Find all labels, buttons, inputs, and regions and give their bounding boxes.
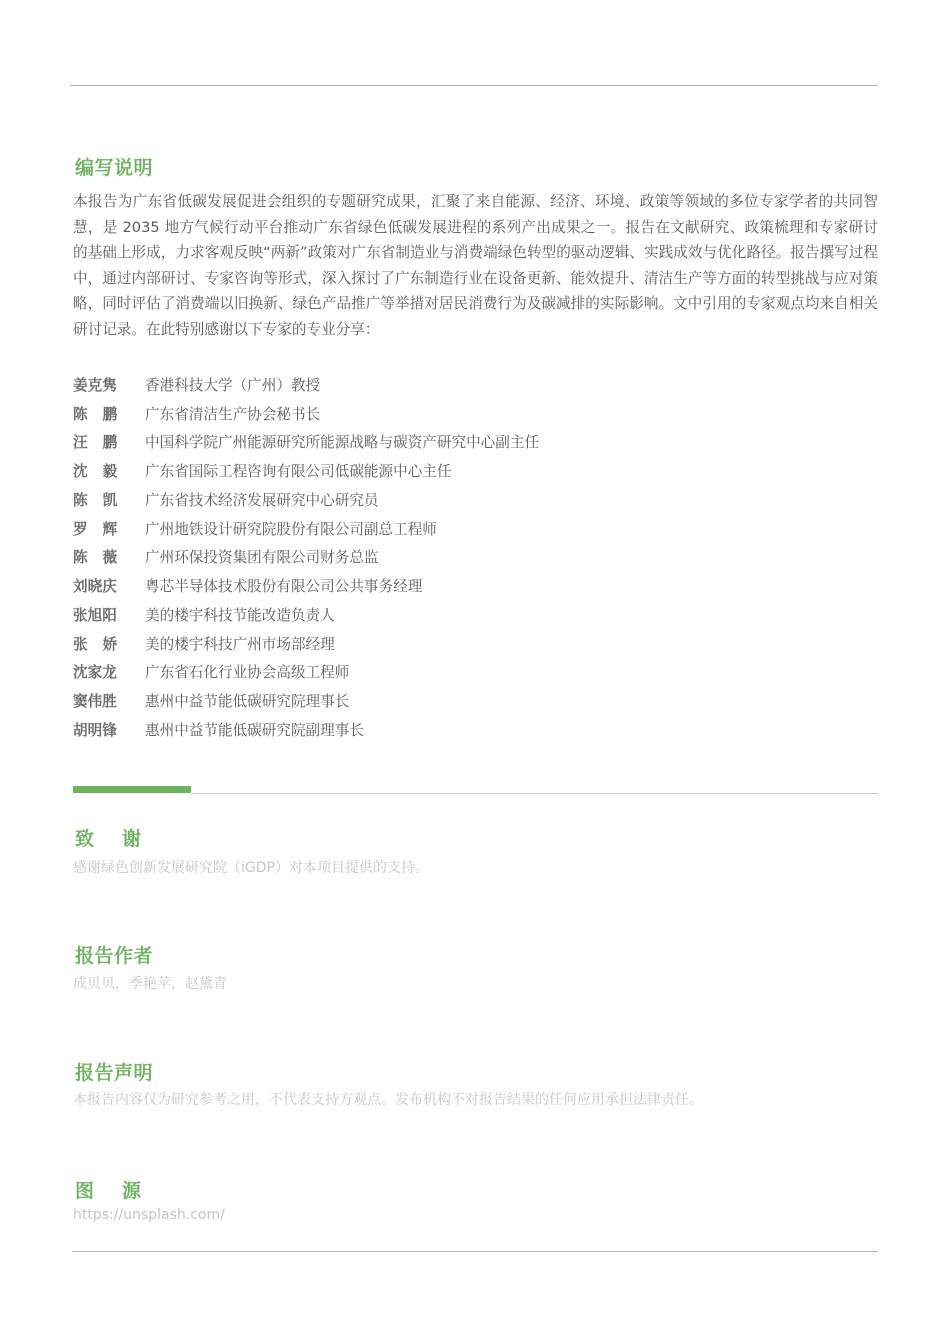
expert-row bbox=[73, 543, 878, 572]
image-source-link[interactable]: https://unsplash.com/ bbox=[73, 1207, 225, 1223]
expert-list bbox=[73, 370, 878, 744]
expert-title: 广东省技术经济发展研究中心研究员 bbox=[145, 491, 379, 509]
expert-row bbox=[73, 600, 878, 629]
expert-row bbox=[73, 428, 878, 457]
expert-title: 中国科学院广州能源研究所能源战略与碳资产研究中心副主任 bbox=[145, 434, 540, 452]
expert-title: 广东省石化行业协会高级工程师 bbox=[145, 664, 350, 682]
section-divider-line bbox=[191, 793, 878, 794]
expert-title: 惠州中益节能低碳研究院副理事长 bbox=[145, 721, 364, 739]
expert-row bbox=[73, 399, 878, 428]
expert-name: 陈薇 bbox=[73, 549, 133, 567]
expert-title: 广东省清洁生产协会秘书长 bbox=[145, 405, 321, 423]
expert-title: 粤芯半导体技术股份有限公司公共事务经理 bbox=[145, 578, 423, 596]
expert-title: 美的楼宇科技节能改造负责人 bbox=[145, 606, 335, 624]
expert-name: 张旭阳 bbox=[73, 606, 117, 624]
expert-name: 汪鹏 bbox=[73, 434, 133, 452]
expert-row bbox=[73, 658, 878, 687]
expert-name: 窦伟胜 bbox=[73, 693, 117, 711]
compilation-notes-heading: 编写说明 bbox=[75, 157, 154, 179]
expert-name: 沈毅 bbox=[73, 463, 133, 481]
expert-title: 惠州中益节能低碳研究院理事长 bbox=[145, 693, 350, 711]
expert-title: 广州环保投资集团有限公司财务总监 bbox=[145, 549, 379, 567]
disclaimer-body: 本报告内容仅为研究参考之用，不代表支持方观点。发布机构不对报告结果的任何应用承担法律责任。 bbox=[73, 1092, 703, 1108]
expert-name: 姜克隽 bbox=[73, 376, 117, 394]
compilation-notes-body: 本报告为广东省低碳发展促进会组织的专题研究成果，汇聚了来自能源、经济、环境、政策等领域的多位专家学者的共同智慧，是 2035 地方气候行动平台推动广东省绿色低碳发展进程的系列产出成果之一。报告在文献研究、政策梳理和专家研讨的基础上形成，力求客观反映“两新”政策对广东省制造业与消费端绿色转型的驱动逻辑、实践成效与优化路径。报告撰写过程中，通过内部研讨、专家咨询等形式，深入探讨了广东制造行业在设备更新、能效提升、清洁生产等方面的转型挑战与应对策略，同时评估了消费端以旧换新、绿色产品推广等举措对居民消费行为及碳减排的实际影响。文中引用的专家观点均来自相关研讨记录。在此特别感谢以下专家的专业分享： bbox=[73, 193, 878, 338]
expert-row bbox=[73, 686, 878, 715]
expert-title: 香港科技大学（广州）教授 bbox=[145, 376, 321, 394]
expert-name: 张娇 bbox=[73, 635, 133, 653]
image-source-heading: 图源 bbox=[75, 1180, 170, 1202]
expert-row bbox=[73, 370, 878, 399]
top-rule bbox=[70, 85, 878, 86]
authors-body: 成贝贝，季艳苹，赵黛青 bbox=[73, 976, 227, 992]
expert-row bbox=[73, 485, 878, 514]
expert-name: 沈家龙 bbox=[73, 664, 117, 682]
expert-title: 美的楼宇科技广州市场部经理 bbox=[145, 635, 335, 653]
expert-title: 广东省国际工程咨询有限公司低碳能源中心主任 bbox=[145, 463, 452, 481]
expert-name: 陈鹏 bbox=[73, 405, 133, 423]
expert-name: 陈凯 bbox=[73, 491, 133, 509]
expert-row bbox=[73, 456, 878, 485]
expert-name: 罗辉 bbox=[73, 520, 133, 538]
acknowledgements-heading: 致谢 bbox=[75, 828, 170, 850]
disclaimer-heading: 报告声明 bbox=[75, 1062, 154, 1084]
expert-row bbox=[73, 514, 878, 543]
expert-name: 刘晓庆 bbox=[73, 578, 117, 596]
authors-heading: 报告作者 bbox=[75, 945, 154, 967]
expert-row bbox=[73, 715, 878, 744]
expert-title: 广州地铁设计研究院股份有限公司副总工程师 bbox=[145, 520, 437, 538]
section-divider-accent bbox=[73, 786, 191, 793]
expert-row bbox=[73, 571, 878, 600]
bottom-rule bbox=[72, 1251, 878, 1252]
expert-name: 胡明锋 bbox=[73, 721, 117, 739]
acknowledgements-body: 感谢绿色创新发展研究院（iGDP）对本项目提供的支持。 bbox=[73, 860, 429, 876]
expert-row bbox=[73, 629, 878, 658]
